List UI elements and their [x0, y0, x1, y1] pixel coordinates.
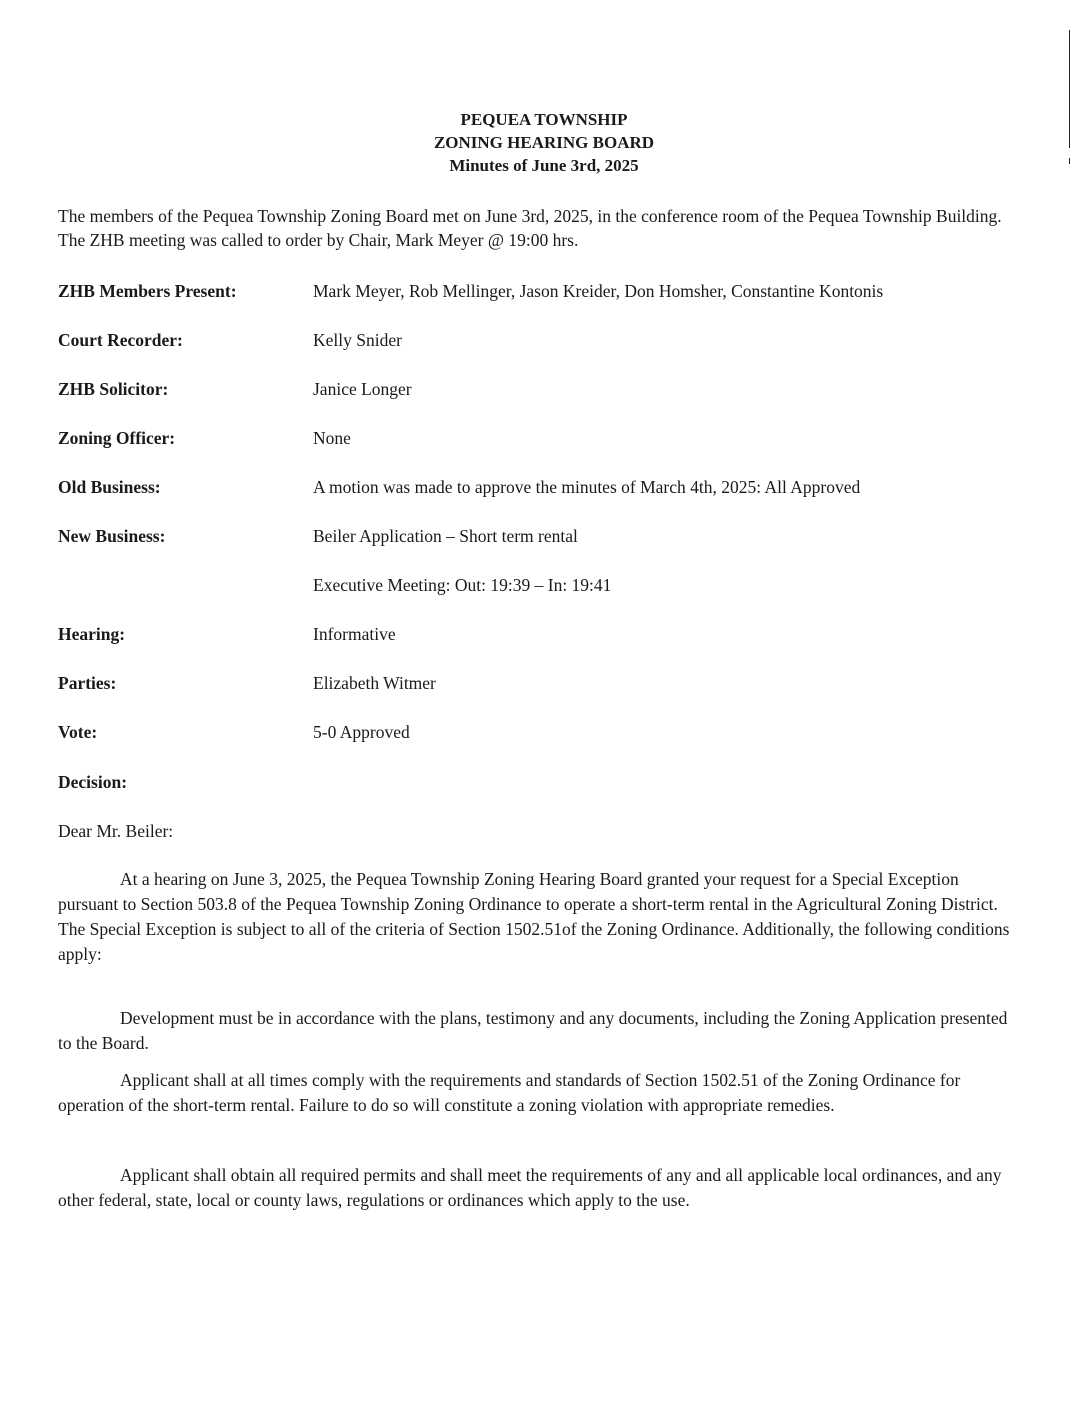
vote-value: 5-0 Approved [313, 722, 410, 742]
letter-paragraph-2: Development must be in accordance with the plans, testimony and any documents, including the Zoning Application presented to the Board. [58, 1008, 1008, 1053]
recorder-value: Kelly Snider [313, 330, 402, 350]
zoning-officer-label: Zoning Officer: [58, 428, 176, 448]
parties-value: Elizabeth Witmer [313, 673, 436, 693]
recorder-label: Court Recorder: [58, 330, 183, 350]
hearing-label: Hearing: [58, 624, 126, 644]
decision-label: Decision: [58, 772, 128, 792]
hearing-value: Informative [313, 624, 396, 644]
solicitor-value: Janice Longer [313, 379, 412, 399]
document-header [0, 108, 1088, 177]
old-business-value: A motion was made to approve the minutes of March 4th, 2025: All Approved [313, 477, 861, 497]
board-title: ZONING HEARING BOARD [433, 133, 655, 152]
intro-paragraph: The members of the Pequea Township Zoning Board met on June 3rd, 2025, in the conference room of the Pequea Township Building. The ZHB meeting was called to order by Chair, Mark Meyer @ 19:00 hrs. [58, 206, 1002, 250]
old-business-label: Old Business: [58, 477, 161, 497]
solicitor-label: ZHB Solicitor: [58, 379, 169, 399]
minutes-date: Minutes of June 3rd, 2025 [449, 156, 639, 175]
letter-paragraph-1: At a hearing on June 3, 2025, the Pequea Township Zoning Hearing Board granted your request for a Special Exception pursuant to Section 503.8 of the Pequea Township Zoning Ordinance to operate a short-term rental in the Agricultural Zoning District. The Special Exception is subject to all of the criteria of Section 1502.51of the Zoning Ordinance. Additionally, the following conditions apply: [58, 869, 1010, 964]
letter-salutation: Dear Mr. Beiler: [58, 821, 174, 841]
letter-paragraph-4: Applicant shall obtain all required permits and shall meet the requirements of any and all applicable local ordinances, and any other federal, state, local or county laws, regulations or ordinances which apply to the use. [58, 1165, 1002, 1210]
new-business-label: New Business: [58, 526, 166, 546]
township-title: PEQUEA TOWNSHIP [460, 110, 628, 129]
zoning-officer-value: None [313, 428, 351, 448]
vote-label: Vote: [58, 722, 98, 742]
members-value: Mark Meyer, Rob Mellinger, Jason Kreider, Don Homsher, Constantine Kontonis [313, 281, 884, 301]
members-label: ZHB Members Present: [58, 281, 237, 301]
executive-meeting-value: Executive Meeting: Out: 19:39 – In: 19:41 [313, 575, 612, 595]
parties-label: Parties: [58, 673, 117, 693]
letter-paragraph-3: Applicant shall at all times comply with the requirements and standards of Section 1502.51 of the Zoning Ordinance for operation of the short-term rental. Failure to do so will constitute a zoning violation with appropriate remedies. [58, 1070, 961, 1115]
new-business-value: Beiler Application – Short term rental [313, 526, 578, 546]
